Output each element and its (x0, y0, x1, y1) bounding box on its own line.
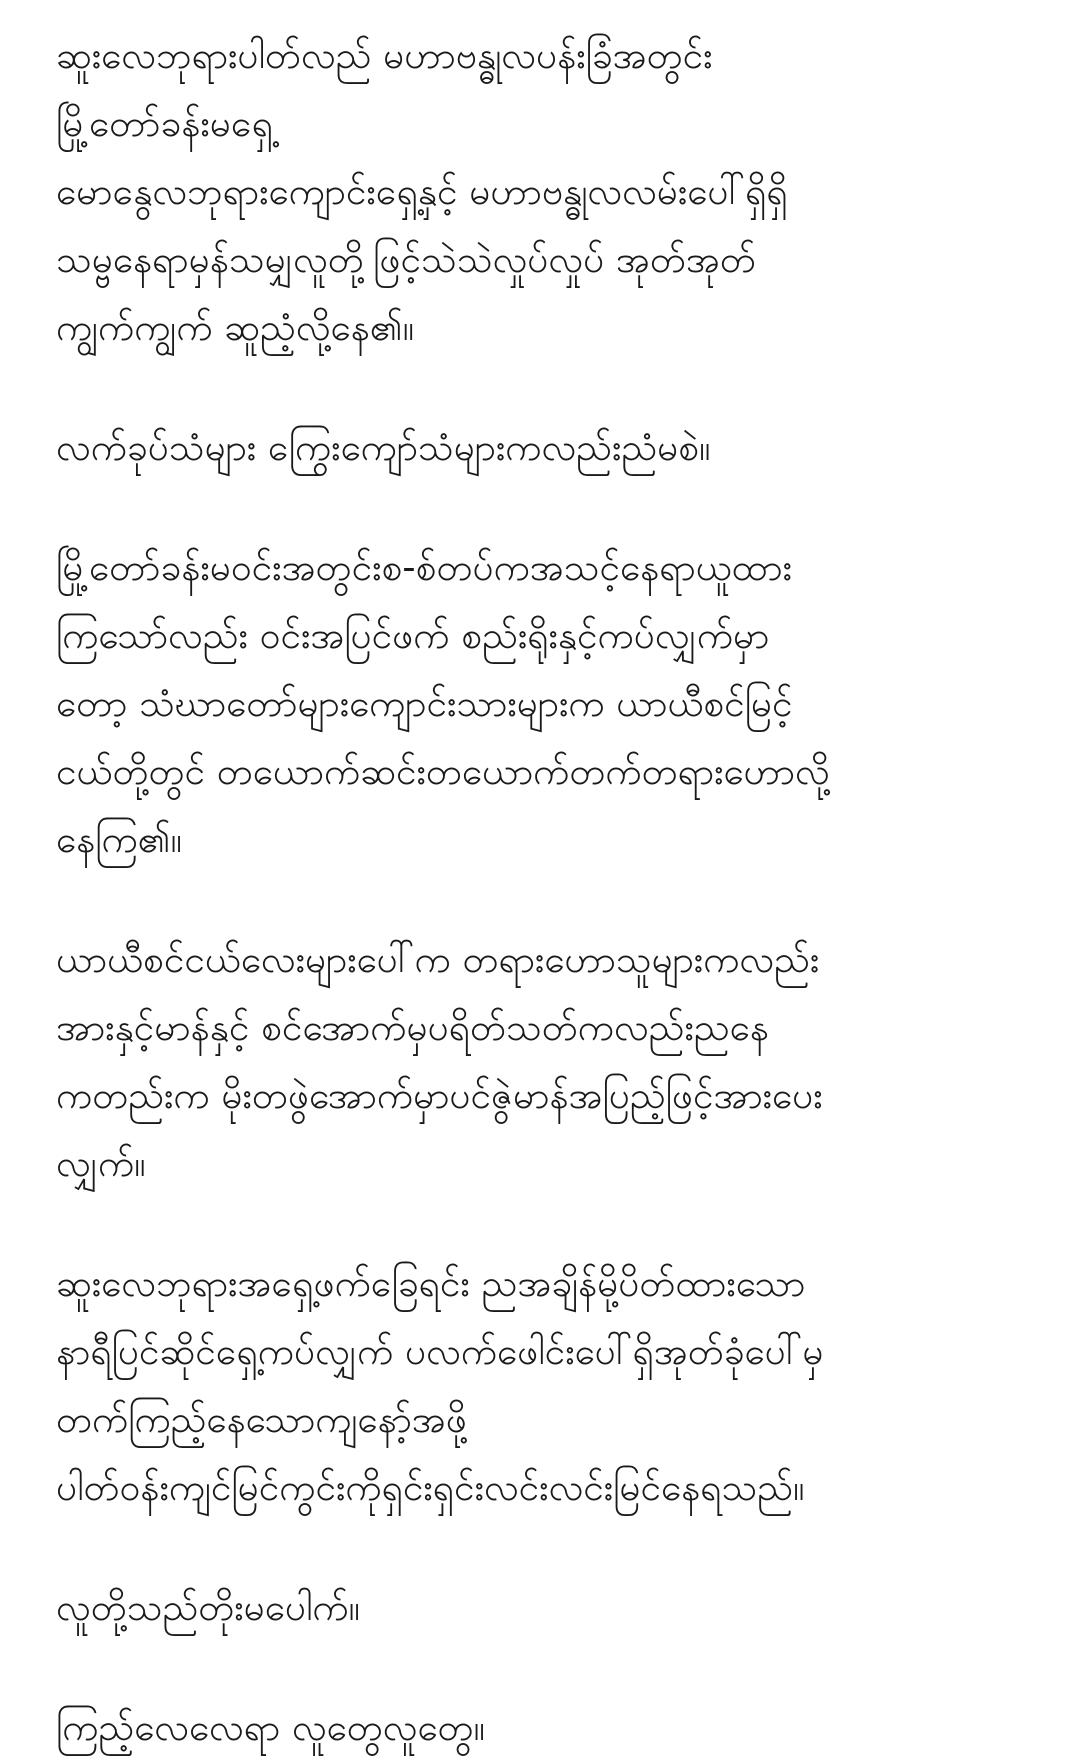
paragraph-spacer (56, 362, 1040, 414)
paragraph-spacer (56, 1198, 1040, 1250)
text-line: ဆူးလေဘုရားပါတ်လည် မဟာဗန္ဓုလပန်းခြံအတွင်း (56, 34, 713, 77)
text-line: မောနွေလဘုရားကျောင်းရှေ့နှင့် မဟာဗန္ဓုလလမ်းပေါ်ရှိရှိ (56, 170, 788, 213)
text-line: နာရီပြင်ဆိုင်ရှေ့ကပ်လျှက် ပလက်ဖေါင်းပေါ်ရှိအုတ်ခုံပေါ်မှ (56, 1330, 824, 1373)
paragraph-1 (56, 22, 1040, 362)
paragraph-4 (56, 926, 1040, 1198)
text-line: လူတို့သည်တိုးမပေါက်။ (56, 1586, 360, 1629)
paragraph-3 (56, 534, 1040, 874)
text-line: မြို့တော်ခန်းမရှေ့ (56, 102, 273, 145)
paragraph-spacer (56, 1522, 1040, 1574)
text-line: နေကြ၏။ (56, 818, 182, 861)
text-line: ကျွက်ကျွက် ဆူညံ့လို့နေ၏။ (56, 306, 414, 349)
text-line: တော့ သံဃာတော်များကျောင်းသားများက ယာယီစင်မြင့် (56, 682, 793, 725)
text-line: မြို့တော်ခန်းမဝင်းအတွင်းစ-စ်တပ်ကအသင့်နေရာယူထား (56, 546, 793, 589)
paragraph-7 (56, 1694, 1040, 1762)
text-line: သမ္ဗနေရာမှန်သမျှလူတို့ဖြင့်သဲသဲလှုပ်လှုပ် အုတ်အုတ် (56, 238, 756, 281)
text-line: ပါတ်ဝန်းကျင်မြင်ကွင်းကိုရှင်းရှင်းလင်းလင်းမြင်နေရသည်။ (56, 1466, 805, 1509)
text-line: လက်ခုပ်သံများ ကြွေးကျော်သံများကလည်းညံမစဲ။ (56, 426, 711, 469)
paragraph-6 (56, 1574, 1040, 1642)
paragraph-spacer (56, 482, 1040, 534)
text-line: အားနှင့်မာန်နှင့် စင်အောက်မှပရိတ်သတ်ကလည်းညနေ (56, 1006, 769, 1049)
text-line: တက်ကြည့်နေသောကျနော့်အဖို့ (56, 1398, 467, 1441)
text-line: ဆူးလေဘုရားအရှေ့ဖက်ခြေရင်း ညအချိန်မို့ပိတ်ထားသော (56, 1262, 806, 1305)
text-line: ကြည့်လေလေရာ လူတွေလူတွေ။ (56, 1706, 485, 1749)
text-line: လျှက်။ (56, 1142, 146, 1185)
text-line: ကြသော်လည်း ဝင်းအပြင်ဖက် စည်းရိုးနှင့်ကပ်လျှက်မှာ (56, 614, 770, 657)
text-line: ကတည်းက မိုးတဖွဲအောက်မှာပင်ဇွဲမာန်အပြည့်ဖြင့်အားပေး (56, 1074, 823, 1117)
text-line: ငယ်တို့တွင် တယောက်ဆင်းတယောက်တက်တရားဟောလို့ (56, 750, 830, 793)
paragraph-spacer (56, 874, 1040, 926)
paragraph-spacer (56, 1642, 1040, 1694)
paragraph-5 (56, 1250, 1040, 1522)
text-line: ယာယီစင်ငယ်လေးများပေါ်က တရားဟောသူများကလည်း (56, 938, 820, 981)
paragraph-2 (56, 414, 1040, 482)
